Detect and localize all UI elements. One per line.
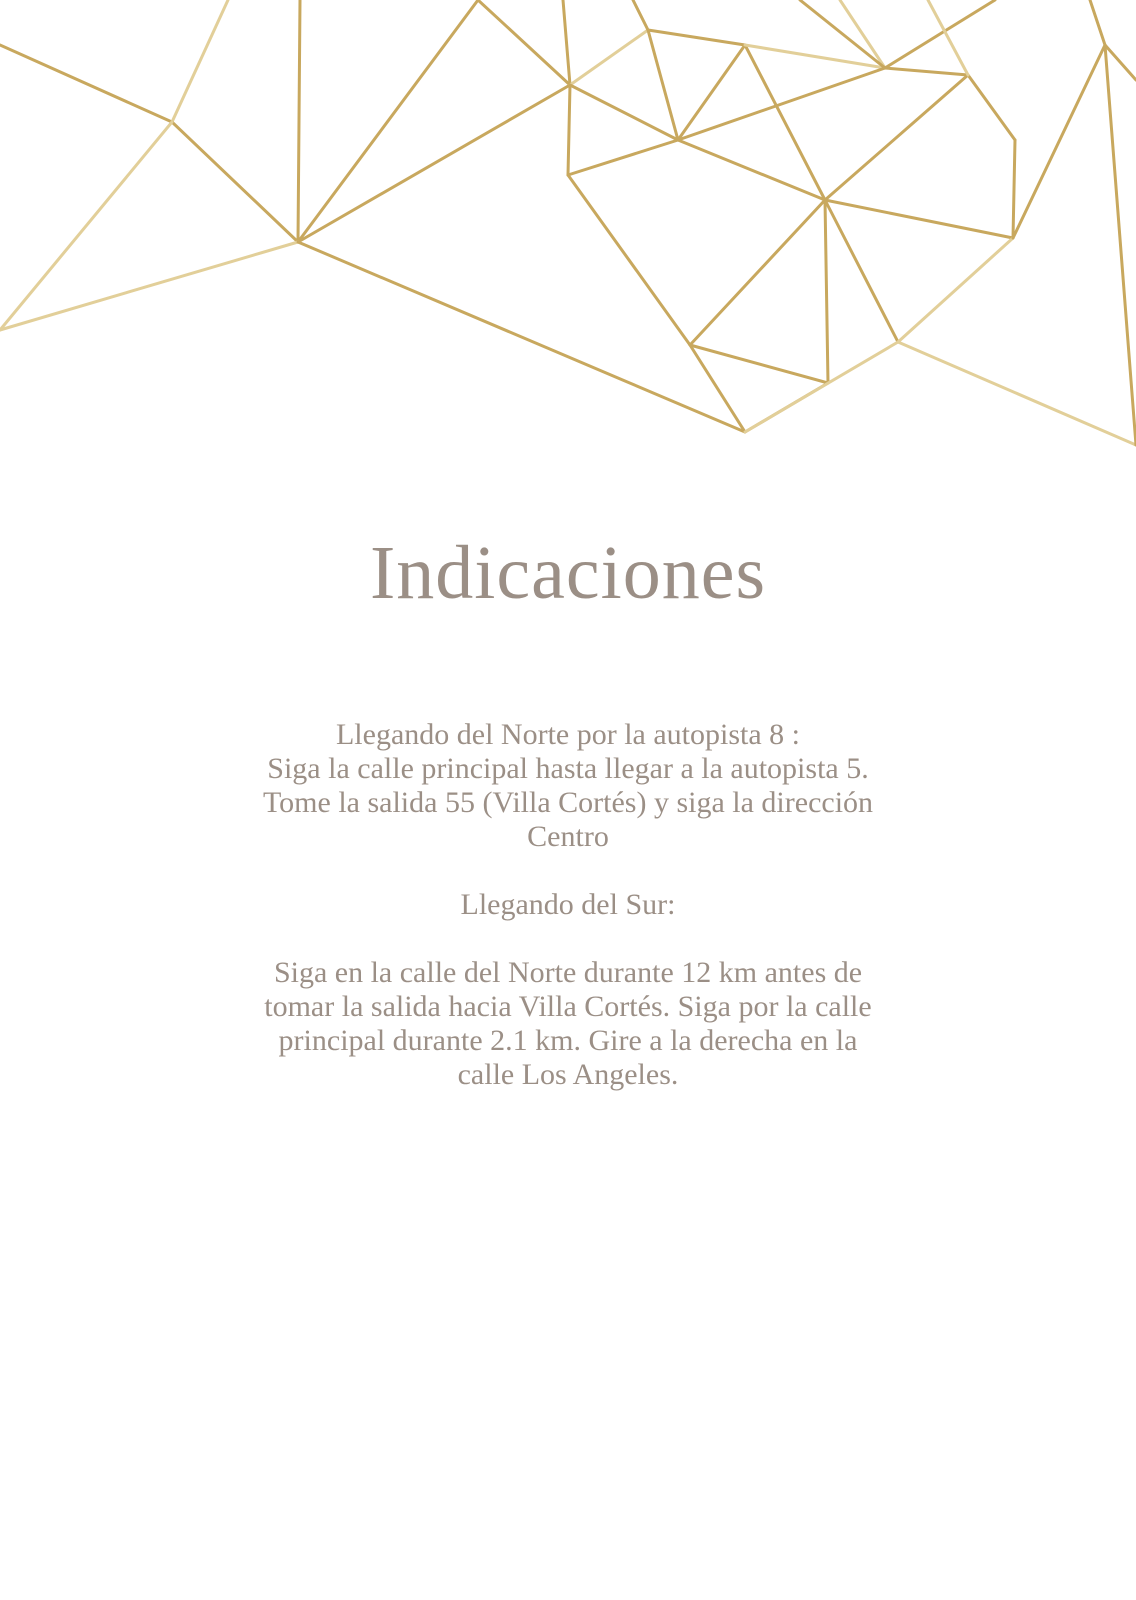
gold-line [648, 30, 745, 45]
gold-line [1013, 140, 1015, 238]
gold-line [898, 342, 1136, 445]
gold-line [172, 122, 298, 242]
directions-text [200, 718, 936, 1092]
gold-line [885, 68, 968, 75]
text-line: Llegando del Norte por la autopista 8 : [335, 718, 801, 751]
gold-line [745, 45, 825, 200]
gold-line [885, 0, 995, 68]
gold-line [298, 85, 570, 242]
gold-line [745, 342, 898, 432]
text-line: Tome la salida 55 (Villa Cortés) y siga la dirección [262, 786, 874, 819]
gold-line [1105, 45, 1136, 445]
gold-line [298, 0, 478, 242]
text-line: Siga la calle principal hasta llegar a la autopista 5. [267, 752, 869, 785]
text-line: Llegando del Sur: [460, 888, 676, 921]
gold-line [825, 75, 968, 200]
gold-geometric-decoration [0, 0, 1136, 460]
gold-line [172, 0, 228, 122]
gold-line [1090, 0, 1105, 45]
gold-line [690, 200, 825, 345]
gold-line [800, 0, 885, 68]
gold-line [968, 75, 1015, 140]
gold-line [568, 85, 570, 175]
gold-line [568, 175, 690, 345]
gold-line [570, 85, 678, 140]
gold-line [825, 200, 828, 383]
text-line: principal durante 2.1 km. Gire a la derecha en la [278, 1024, 858, 1057]
gold-line [678, 45, 745, 140]
gold-line [678, 140, 825, 200]
page-title: Indicaciones [369, 531, 767, 615]
gold-line [1013, 45, 1105, 238]
gold-line [648, 30, 678, 140]
gold-line [0, 45, 172, 122]
gold-line [298, 242, 745, 432]
text-line: tomar la salida hacia Villa Cortés. Siga por la calle [264, 990, 872, 1023]
directions-north [200, 718, 936, 854]
directions-south-heading [200, 888, 936, 922]
gold-line [825, 200, 1013, 238]
gold-line [840, 0, 885, 68]
gold-line [298, 0, 300, 242]
gold-line [898, 238, 1013, 342]
gold-line [678, 68, 885, 140]
gold-line [745, 45, 885, 68]
gold-line [568, 140, 678, 175]
gold-line [478, 0, 570, 85]
gold-line [0, 122, 172, 330]
gold-line [1105, 45, 1136, 80]
gold-line [825, 200, 898, 342]
gold-line [570, 30, 648, 85]
gold-line [633, 0, 648, 30]
text-line: Siga en la calle del Norte durante 12 km antes de [273, 956, 863, 989]
gold-line [0, 242, 298, 330]
text-line: Centro [527, 820, 609, 853]
directions-south [200, 956, 936, 1092]
text-line: calle Los Angeles. [457, 1058, 679, 1091]
gold-line [563, 0, 570, 85]
